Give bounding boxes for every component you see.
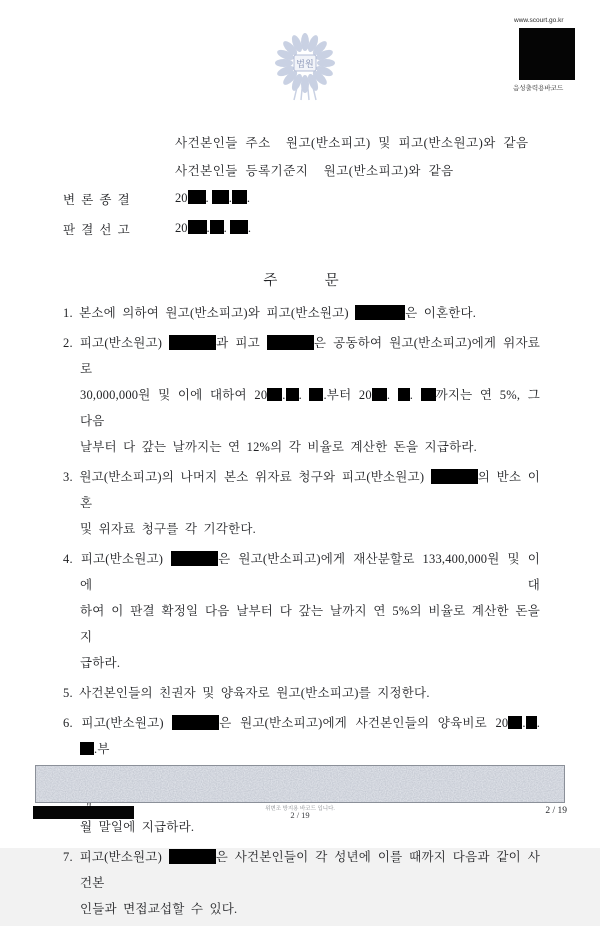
redaction-box (232, 190, 247, 204)
page-number-right: 2 / 19 (545, 806, 567, 816)
order-item-line: 날부터 다 갚는 날까지는 연 12%의 각 비율로 계산한 돈을 지급하라. (80, 440, 477, 454)
order-item (63, 546, 540, 676)
case-persons-address-line: 사건본인들 주소 원고(반소피고) 및 피고(반소원고)와 같음 (175, 136, 529, 150)
order-item-line: 및 위자료 청구를 각 기각한다. (80, 522, 256, 536)
order-item (63, 300, 540, 326)
redaction-box (267, 388, 282, 401)
order-item (63, 464, 540, 542)
redaction-box (309, 388, 323, 401)
redaction-box (172, 715, 219, 730)
order-item (63, 680, 540, 706)
anti-forgery-noise-bar (35, 765, 565, 803)
redaction-box (355, 305, 405, 320)
redaction-box (508, 716, 522, 729)
anti-forgery-notice: 위변조 방지용 바코드 입니다. (265, 806, 335, 812)
redaction-box (526, 716, 537, 729)
redaction-box (169, 335, 216, 350)
order-item-line: 3. 원고(반소피고)의 나머지 본소 위자료 청구와 피고(반소원고) 의 반소 이혼 (63, 470, 540, 510)
item-number: 3. (63, 470, 80, 484)
redaction-box (171, 551, 218, 566)
redaction-box (372, 388, 387, 401)
redaction-box (230, 220, 248, 234)
item-number: 5. (63, 686, 80, 700)
redaction-box (286, 388, 299, 401)
order-item-line: 월 말일에 지급하라. (80, 820, 195, 834)
redaction-box (210, 220, 224, 234)
case-info-row-value: 20 . . . (175, 221, 251, 235)
redaction-box (421, 388, 436, 401)
redaction-box (80, 742, 94, 755)
item-number: 6. (63, 716, 82, 730)
order-item (63, 330, 540, 460)
order-item-line: 4. 피고(반소원고) 은 원고(반소피고)에게 재산분할로 133,400,000원 및 이에 대 (63, 552, 541, 592)
order-item-line: 급하라. (80, 656, 121, 670)
order-item-line: 30,000,000원 및 이에 대하여 20 . . .부터 20 . . 까지는 연 5%, 그 다음 (80, 388, 540, 428)
page-number-center: 2 / 19 (290, 810, 310, 820)
seal-label: 법원 (296, 59, 314, 69)
case-info-row-value: 20 . . . (175, 191, 250, 205)
voice-barcode-label: 음성출력용바코드 (513, 85, 564, 92)
case-persons-registry-line: 사건본인들 등록기준지 원고(반소피고)와 같음 (175, 164, 454, 178)
item-number: 2. (63, 336, 80, 350)
item-number: 1. (63, 306, 80, 320)
court-website-url: www.scourt.go.kr (514, 17, 564, 24)
order-item-line: 인들과 면접교섭할 수 있다. (80, 902, 238, 916)
order-items-list (63, 300, 540, 926)
order-item-line: 2. 피고(반소원고) 과 피고 은 공동하여 원고(반소피고)에게 위자료로 (63, 336, 540, 376)
redaction-box (398, 388, 410, 401)
redaction-box (212, 190, 229, 204)
case-info-row-label: 판 결 선 고 (63, 223, 132, 237)
redaction-box (431, 469, 478, 484)
case-info-row-label: 변 론 종 결 (63, 193, 132, 207)
court-seal-watermark (270, 30, 340, 108)
order-item-line: 6. 피고(반소원고) 은 원고(반소피고)에게 사건본인들의 양육비로 20 . . .부 (63, 716, 541, 756)
redaction-box (267, 335, 314, 350)
order-item-line: 7. 피고(반소원고) 은 사건본인들이 각 성년에 이를 때까지 다음과 같이 사건본 (63, 850, 540, 890)
redaction-box (169, 849, 216, 864)
redaction-box (188, 190, 206, 204)
order-item-line: 1. 본소에 의하여 원고(반소피고)와 피고(반소원고) 은 이혼한다. (63, 306, 477, 320)
order-heading: 주 문 (263, 273, 340, 289)
order-item (63, 844, 540, 922)
voice-output-barcode (519, 28, 575, 80)
item-number: 4. (63, 552, 81, 566)
order-item-line: 5. 사건본인들의 친권자 및 양육자로 원고(반소피고)를 지정한다. (63, 686, 430, 700)
order-item-line: 하여 이 판결 확정일 다음 날부터 다 갚는 날까지 연 5%의 비율로 계산한 돈을 지 (80, 604, 540, 644)
redaction-box (188, 220, 207, 234)
item-number: 7. (63, 850, 80, 864)
